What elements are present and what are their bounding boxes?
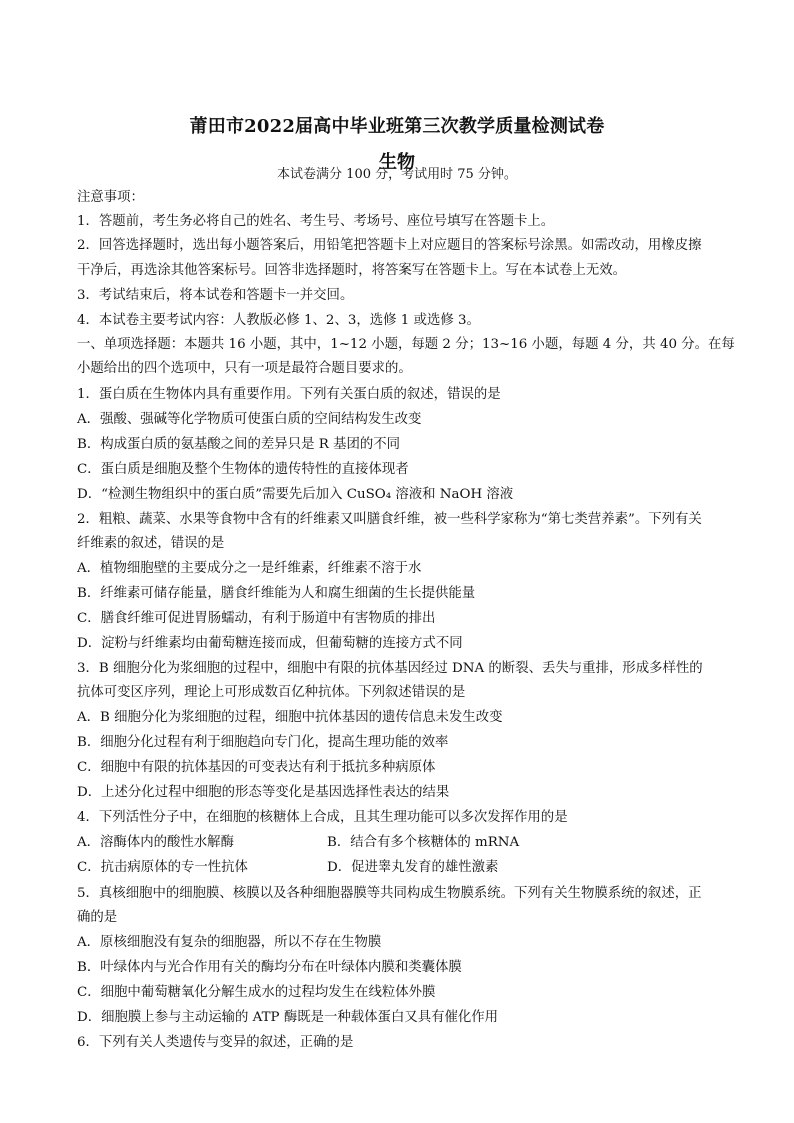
answer-option: C．抗击病原体的专一性抗体 xyxy=(77,860,248,875)
notice-heading: 注意事项： xyxy=(77,190,144,205)
section-heading-cont: 小题给出的四个选项中，只有一项是最符合题目要求的。 xyxy=(77,361,412,376)
answer-option: B．纤维素可储存能量，膳食纤维能为人和腐生细菌的生长提供能量 xyxy=(77,586,476,601)
notice-item: 1．答题前，考生务必将自己的姓名、考生号、考场号、座位号填写在答题卡上。 xyxy=(77,214,555,229)
question-stem-cont: 纤维素的叙述，错误的是 xyxy=(77,536,225,551)
answer-option: B．细胞分化过程有利于细胞趋向专门化，提高生理功能的效率 xyxy=(77,735,449,750)
answer-option: B．叶绿体内与光合作用有关的酶均分布在叶绿体内膜和类囊体膜 xyxy=(77,960,462,975)
notice-item: 3．考试结束后，将本试卷和答题卡一并交回。 xyxy=(77,288,354,303)
answer-option: D．促进睾丸发育的雄性激素 xyxy=(327,860,499,875)
question-stem: 5．真核细胞中的细胞膜、核膜以及各种细胞器膜等共同构成生物膜系统。下列有关生物膜系统的叙述，正 xyxy=(77,886,702,901)
answer-option: A．B 细胞分化为浆细胞的过程，细胞中抗体基因的遗传信息未发生改变 xyxy=(77,710,503,725)
answer-option: D．上述分化过程中细胞的形态等变化是基因选择性表达的结果 xyxy=(77,785,450,800)
answer-option: D．细胞膜上参与主动运输的 ATP 酶既是一种载体蛋白又具有催化作用 xyxy=(77,1010,499,1025)
question-stem-cont: 确的是 xyxy=(77,910,118,925)
exam-meta: 本试卷满分 100 分，考试用时 75 分钟。 xyxy=(277,167,517,182)
subject-heading: 生物 xyxy=(379,152,415,173)
notice-item: 4．本试卷主要考试内容：人教版必修 1、2、3，选修 1 或选修 3。 xyxy=(77,313,480,328)
answer-option: C．膳食纤维可促进胃肠蠕动，有利于肠道中有害物质的排出 xyxy=(77,611,436,626)
answer-option: D．“检测生物组织中的蛋白质”需要先后加入 CuSO₄ 溶液和 NaOH 溶液 xyxy=(77,487,514,502)
answer-option: C．细胞中葡萄糖氧化分解生成水的过程均发生在线粒体外膜 xyxy=(77,985,436,1000)
section-heading: 一、单项选择题：本题共 16 小题，其中，1~12 小题，每题 2 分；13~16 小题，每题 4 分，共 40 分。在每 xyxy=(77,337,735,352)
notice-item-cont: 干净后，再选涂其他答案标号。回答非选择题时，将答案写在答题卡上。写在本试卷上无效。 xyxy=(77,263,627,278)
answer-option: C．蛋白质是细胞及整个生物体的遗传特性的直接体现者 xyxy=(77,462,409,477)
answer-option: A．强酸、强碱等化学物质可使蛋白质的空间结构发生改变 xyxy=(77,412,422,427)
answer-option: A．原核细胞没有复杂的细胞器，所以不存在生物膜 xyxy=(77,935,382,950)
notice-item: 2．回答选择题时，选出每小题答案后，用铅笔把答题卡上对应题目的答案标号涂黑。如需改动，用橡皮擦 xyxy=(77,238,702,253)
question-stem-cont: 抗体可变区序列，理论上可形成数百亿种抗体。下列叙述错误的是 xyxy=(77,685,466,700)
answer-option: B．结合有多个核糖体的 mRNA xyxy=(327,835,520,850)
answer-option: C．细胞中有限的抗体基因的可变表达有利于抵抗多种病原体 xyxy=(77,760,436,775)
answer-option: A．植物细胞壁的主要成分之一是纤维素，纤维素不溶于水 xyxy=(77,561,422,576)
answer-option: D．淀粉与纤维素均由葡萄糖连接而成，但葡萄糖的连接方式不同 xyxy=(77,636,463,651)
question-stem: 1．蛋白质在生物体内具有重要作用。下列有关蛋白质的叙述，错误的是 xyxy=(77,387,501,402)
question-stem: 6．下列有关人类遗传与变异的叙述，正确的是 xyxy=(77,1035,354,1050)
question-stem: 3．B 细胞分化为浆细胞的过程中，细胞中有限的抗体基因经过 DNA 的断裂、丢失与重排，形成多样性的 xyxy=(77,661,703,676)
question-stem: 4．下列活性分子中，在细胞的核糖体上合成，且其生理功能可以多次发挥作用的是 xyxy=(77,810,568,825)
answer-option: B．构成蛋白质的氨基酸之间的差异只是 R 基团的不同 xyxy=(77,437,401,452)
exam-title: 莆田市2022届高中毕业班第三次教学质量检测试卷 xyxy=(189,116,605,137)
question-stem: 2．粗粮、蔬菜、水果等食物中含有的纤维素又叫膳食纤维，被一些科学家称为“第七类营养素”。下列有关 xyxy=(77,512,702,527)
answer-option: A．溶酶体内的酸性水解酶 xyxy=(77,835,234,850)
